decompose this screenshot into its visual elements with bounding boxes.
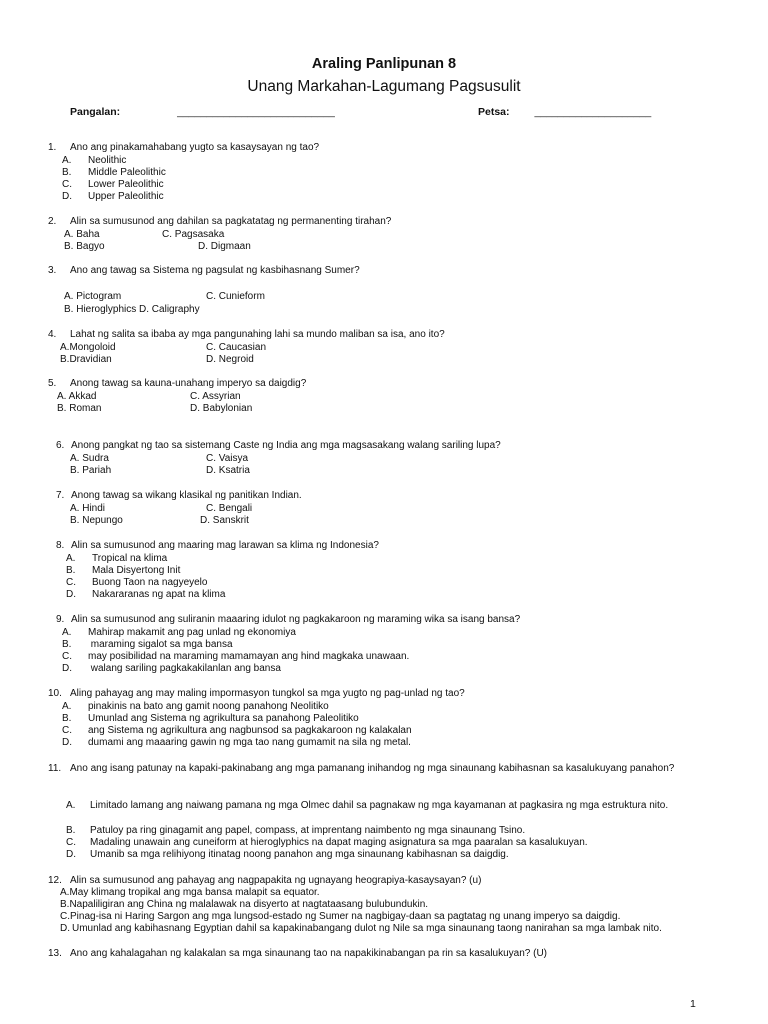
q7-option-a: A. Hindi [70,503,106,514]
q8-option-c: C. Buong Taon na nagyeyelo [66,577,208,588]
question-4: 4. Lahat ng salita sa ibaba ay mga pangunahing lahi sa mundo maliban sa isa, ano ito? [48,329,445,340]
q8-option-b: B. Mala Disyertong Init [66,565,181,576]
page-subtitle: Unang Markahan-Lagumang Pagsusulit [247,78,521,95]
q8-option-a: A. Tropical na klima [66,553,168,564]
question-11: 11. Ano ang isang patunay na kapaki-pakinabang ang mga pamanang inihandog ng mga sinaunang kabihasnan sa kasalukuyang panahon? [48,763,675,774]
q7-option-d: D. Sanskrit [200,515,249,526]
q3-option-b-d: B. Hieroglyphics D. Caligraphy [64,304,200,315]
question-8: 8. Alin sa sumusunod ang maaring mag larawan sa klima ng Indonesia? [56,540,379,551]
q5-option-d: D. Babylonian [190,403,253,414]
petsa-blank: ____________________ [534,106,652,118]
q10-option-b: B. Umunlad ang Sistema ng agrikultura sa panahong Paleolitiko [62,713,359,724]
q6-option-c: C. Vaisya [206,453,249,464]
question-2: 2. Alin sa sumusunod ang dahilan sa pagkatatag ng permanenting tirahan? [48,216,392,227]
question-5: 5. Anong tawag sa kauna-unahang imperyo sa daigdig? [48,378,307,389]
q12-option-b: B.Napaliligiran ang China ng malalawak na disyerto at nagtataasang bulubundukin. [60,899,429,910]
q11-option-b: B. Patuloy pa ring ginagamit ang papel, compass, at imprentang naimbento ng mga sinaunang Tsino. [66,825,526,836]
q5-option-b: B. Roman [57,403,102,414]
q12-option-c: C.Pinag-isa ni Haring Sargon ang mga lungsod-estado ng Sumer na nagbigay-daan sa pagtatag ng unang imperyo sa daigdig. [60,911,621,922]
question-10: 10. Aling pahayag ang may maling impormasyon tungkol sa mga yugto ng pag-unlad ng tao? [48,688,465,699]
q10-option-d: D. dumami ang maaaring gawin ng mga tao nang gumamit na sila ng metal. [62,737,411,748]
q1-option-b: B. Middle Paleolithic [62,167,166,178]
question-1: 1. Ano ang pinakamahabang yugto sa kasaysayan ng tao? [48,142,320,153]
q5-option-a: A. Akkad [57,391,97,402]
q4-option-d: D. Negroid [206,354,254,365]
question-7: 7. Anong tawag sa wikang klasikal ng panitikan Indian. [56,490,302,501]
pangalan-blank: ___________________________ [177,106,335,118]
petsa-field [478,106,651,118]
petsa-label: Petsa: [478,106,510,118]
page-number: 1 [690,998,696,1010]
q10-option-a: A. pinakinis na bato ang gamit noong panahong Neolitiko [62,701,329,712]
q2-option-c: C. Pagsasaka [162,229,225,240]
q2-option-b: B. Bagyo [64,241,105,252]
q2-option-a: A. Baha [64,229,100,240]
q11-option-d: D. Umanib sa mga relihiyong itinatag noong panahon ang mga sinaunang kabihasnan sa daigdig. [66,849,509,860]
q1-option-c: C. Lower Paleolithic [62,179,164,190]
q4-option-a: A.Mongoloid [60,342,116,353]
q9-option-d: D. walang sariling pagkakakilanlan ang bansa [62,663,281,674]
page-title: Araling Panlipunan 8 [311,56,457,72]
q6-option-b: B. Pariah [70,465,112,476]
q4-option-c: C. Caucasian [206,342,267,353]
question-3: 3. Ano ang tawag sa Sistema ng pagsulat ng kasbihasnang Sumer? [48,265,360,276]
q7-option-c: C. Bengali [206,503,253,514]
q6-option-d: D. Ksatria [206,465,250,476]
question-9: 9. Alin sa sumusunod ang suliranin maaaring idulot ng pagkakaroon ng maraming wika sa isang bansa? [56,614,521,625]
q8-option-d: D. Nakararanas ng apat na klima [66,589,226,600]
pangalan-field [70,106,335,118]
pangalan-label: Pangalan: [70,106,121,118]
q3-option-a: A. Pictogram [64,291,122,302]
q4-option-b: B.Dravidian [60,354,112,365]
q1-option-d: D. Upper Paleolithic [62,191,164,202]
q2-option-d: D. Digmaan [198,241,251,252]
q9-option-a: A. Mahirap makamit ang pag unlad ng ekonomiya [62,627,296,638]
q9-option-c: C. may posibilidad na maraming mamamayan ang hind magkaka unawaan. [62,651,410,662]
q10-option-c: C. ang Sistema ng agrikultura ang nagbunsod sa pagkakaroon ng kalakalan [62,725,412,736]
q1-option-a: A. Neolithic [62,155,127,166]
question-13: 13. Ano ang kahalagahan ng kalakalan sa mga sinaunang tao na napakikinabangan pa rin sa kasalukuyan? (U) [48,948,548,959]
q7-option-b: B. Nepungo [70,515,123,526]
q9-option-b: B. maraming sigalot sa mga bansa [62,639,233,650]
q12-option-d: D. Umunlad ang kabihasnang Egyptian dahil sa kapakinabangang dulot ng Nile sa mga sinaunang taong nanirahan sa mga lambak nito. [60,923,662,934]
q12-option-a: A.May klimang tropikal ang mga bansa malapit sa equator. [60,887,320,898]
q5-option-c: C. Assyrian [190,391,241,402]
q6-option-a: A. Sudra [70,453,109,464]
question-12: 12. Alin sa sumusunod ang pahayag ang nagpapakita ng ugnayang heograpiya-kasaysayan? (u) [48,875,482,886]
q11-option-c: C. Madaling unawain ang cuneiform at hieroglyphics na dapat maging asignatura sa mga paaralan sa kasalukuyan. [66,837,588,848]
q3-option-c: C. Cunieform [206,291,265,302]
question-6: 6. Anong pangkat ng tao sa sistemang Caste ng India ang mga magsasakang walang sariling lupa? [56,440,501,451]
q11-option-a: A. Limitado lamang ang naiwang pamana ng mga Olmec dahil sa pagnakaw ng mga kayamanan at pagkasira ng mga estruktura nito. [66,800,669,811]
